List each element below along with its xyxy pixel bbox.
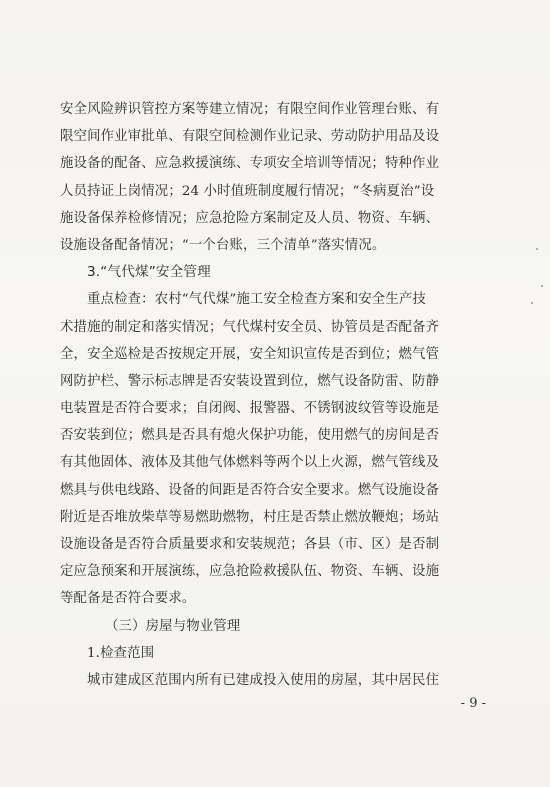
body-line: 设施设备配备情况；“一个台账，三个清单”落实情况。 [60, 237, 386, 253]
section-line: 设施设备是否符合质量要求和安装规范；各县（市、区）是否制 [60, 537, 440, 552]
body-line: 施设备保养检修情况；应急抢险方案制定及人员、物资、车辆、 [60, 210, 440, 226]
scan-speck [541, 285, 543, 287]
section-line: 定应急预案和开展演练，应急抢险救援队伍、物资、车辆、设施 [60, 564, 440, 580]
section-line: 网防护栏、警示标志牌是否安装设置到位，燃气设备防雷、防静 [60, 373, 440, 389]
section-line: 术措施的制定和落实情况；气代煤村安全员、协管员是否配备齐 [60, 319, 440, 335]
section-line: 有其他固体、液体及其他气体燃料等两个以上火源，燃气管线及 [60, 455, 440, 471]
document-body [60, 96, 502, 694]
section-line: 等配备是否符合要求。 [60, 591, 196, 607]
body-line: 安全风险辨识管控方案等建立情况；有限空间作业管理台账、有 [60, 102, 440, 117]
scan-speck [536, 248, 538, 250]
section-heading: 3.“气代煤”安全管理 [87, 264, 211, 281]
section-line: 电装置是否符合要求；自闭阀、报警器、不锈钢波纹管等设施是 [60, 401, 440, 417]
section-line: 否安装到位；燃具是否具有熄火保护功能，使用燃气的房间是否 [60, 428, 440, 444]
page-number: - 9 - [460, 696, 486, 711]
subsection-title: （三）房屋与物业管理 [105, 618, 241, 634]
section-line: 全，安全巡检是否按规定开展，安全知识宣传是否到位；燃气管 [60, 346, 440, 362]
body-line: 限空间作业审批单、有限空间检测作业记录、劳动防护用品及设 [60, 129, 440, 145]
item-title: 1.检查范围 [87, 645, 155, 661]
scan-speck [531, 302, 533, 304]
item-line: 城市建成区范围内所有已建成投入使用的房屋，其中居民住 [87, 672, 440, 688]
section-line: 燃具与供电线路、设备的间距是否符合安全要求。燃气设施设备 [60, 482, 440, 498]
body-line: 施设备的配备、应急救援演练、专项安全培训等情况；特种作业 [60, 156, 440, 172]
body-line: 人员持证上岗情况；24 小时值班制度履行情况；“冬病夏治”设 [60, 183, 435, 199]
section-line: 附近是否堆放柴草等易燃助燃物，村庄是否禁止燃放鞭炮；场站 [60, 509, 440, 525]
section-line: 重点检查：农村“气代煤”施工安全检查方案和安全生产技 [87, 292, 426, 308]
